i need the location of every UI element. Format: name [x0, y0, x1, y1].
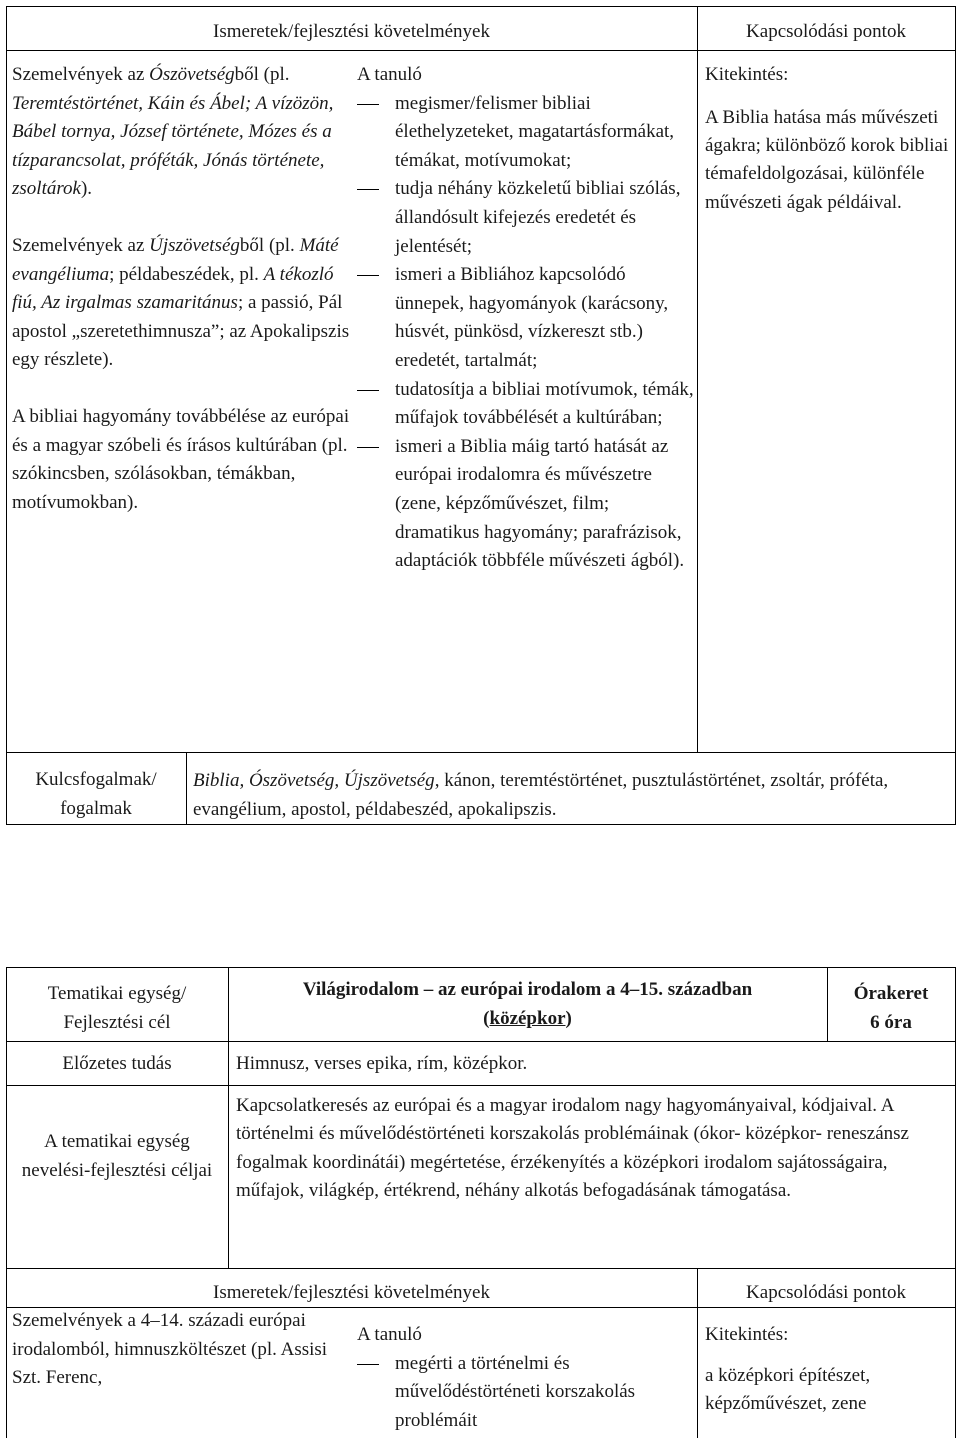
list-item: megismer/felismer bibliai élethelyzeteket, magatartásformákat, témákat, motívumokat;: [357, 90, 695, 176]
t1-bottom-border: [6, 824, 956, 825]
t1-right-border: [955, 6, 956, 825]
t2-requirements-list: [357, 1350, 657, 1436]
t2-row2-bottom-border: [6, 1085, 956, 1086]
t1-keywords-divider: [186, 752, 187, 825]
t2-left-border: [6, 967, 7, 1438]
t2-prior-value: Himnusz, verses epika, rím, középkor.: [236, 1053, 528, 1074]
t1-col-divider: [697, 6, 698, 753]
t2-unit-label: Tematikai egység/ Fejlesztési cél: [47, 983, 187, 1033]
list-item: tudja néhány közkeletű bibliai szólás, állandósult kifejezés eredetét és jelentését;: [357, 175, 695, 261]
t1-middle-column: [357, 61, 695, 576]
t1-header-connections: Kapcsolódási pontok: [746, 21, 906, 42]
list-item: ismeri a Bibliához kapcsolódó ünnepek, hagyományok (karácsony, húsvét, pünkösd, vízkereszt stb.) eredetét, tartalmát;: [357, 261, 695, 375]
t2-header-connections: Kapcsolódási pontok: [746, 1282, 906, 1303]
list-item: megérti a történelmi és művelődéstörténeti korszakolás problémáit: [357, 1350, 657, 1436]
list-item: tudatosítja a bibliai motívumok, témák, műfajok továbbélését a kultúrában;: [357, 376, 695, 433]
t2-hours: Órakeret 6 óra: [853, 983, 929, 1033]
t2-prior-label: Előzetes tudás: [62, 1053, 172, 1074]
t2-right-border: [955, 967, 956, 1438]
t2-unit-title: Világirodalom – az európai irodalom a 4–15. században (középkor): [302, 979, 753, 1029]
t2-row3-bottom-border: [6, 1268, 956, 1269]
t1-left-border: [6, 6, 7, 825]
t1-left-paragraph-old-testament: Szemelvények az Ószövetségből (pl. Teremtéstörténet, Káin és Ábel; A vízözön, Bábel tornya, József története, Mózes és a tízparancsolat, próféták, Jónás története, zsoltárok).: [12, 64, 334, 200]
t2-middle-intro: A tanuló: [357, 1324, 422, 1345]
t1-header-bottom-border: [6, 50, 956, 51]
t1-right-text: A Biblia hatása más művészeti ágakra; különböző korok bibliai témafeldolgozásai, különféle művészeti ágak példáival.: [705, 106, 949, 213]
t1-left-column: [12, 61, 350, 517]
t2-header-requirements: Ismeretek/fejlesztési követelmények: [213, 1282, 490, 1303]
t2-middle-column: [357, 1321, 657, 1435]
t1-left-paragraph-tradition: A bibliai hagyomány továbbélése az európai és a magyar szóbeli és írásos kultúrában (pl. szókincsben, szólásokban, témákban, motívumokban).: [12, 405, 350, 513]
t2-top-border: [6, 967, 956, 968]
t1-right-column: [705, 61, 950, 217]
t1-header-requirements: Ismeretek/fejlesztési követelmények: [213, 21, 490, 42]
t2-right-column: [705, 1321, 950, 1419]
t1-requirements-list: [357, 90, 695, 576]
t2-row1-bottom-border: [6, 1041, 956, 1042]
t2-left-column: Szemelvények a 4–14. századi európai irodalomból, himnuszköltészet (pl. Assisi Szt. Ferenc,: [12, 1310, 328, 1389]
t1-right-title: Kitekintés:: [705, 64, 789, 85]
t1-keywords-value: Biblia, Ószövetség, Újszövetség, kánon, teremtéstörténet, pusztulástörténet, zsoltár, próféta, evangélium, apostol, példabeszéd, apokalipszis.: [193, 770, 889, 820]
list-item: ismeri a Biblia máig tartó hatását az európai irodalomra és művészetre (zene, képzőművészet, film; dramatikus hagyomány; parafrázisok, adaptációk többféle művészeti ágból).: [357, 433, 695, 576]
t1-top-border: [6, 6, 956, 7]
t1-keywords-top-border: [6, 752, 956, 753]
t1-middle-intro: A tanuló: [357, 64, 422, 85]
t1-keywords-label: Kulcsfogalmak/ fogalmak: [35, 769, 157, 819]
t2-right-title: Kitekintés:: [705, 1324, 789, 1345]
t2-goals-value: Kapcsolatkeresés az európai és a magyar irodalom nagy hagyományaival, kódjaival. A történelmi és művelődéstörténeti korszakolás problémáinak (ókor- középkor- reneszánsz fogalmak koordinátái) megértetése, érzékenyítés a középkori irodalom sajátosságaira, műfajok, világkép, értékrend, néhány alkotás befogadásának támogatása.: [236, 1095, 909, 1202]
t2-goals-label: A tematikai egység nevelési-fejlesztési céljai: [21, 1131, 213, 1181]
t2-right-text: a középkori építészet, képzőművészet, zene: [705, 1364, 871, 1415]
t1-left-paragraph-new-testament: Szemelvények az Újszövetségből (pl. Máté evangéliuma; példabeszédek, pl. A tékozló fiú, Az irgalmas szamaritánus; a passió, Pál apostol „szeretethimnusza”; az Apokalipszis egy részlete).: [12, 234, 350, 371]
